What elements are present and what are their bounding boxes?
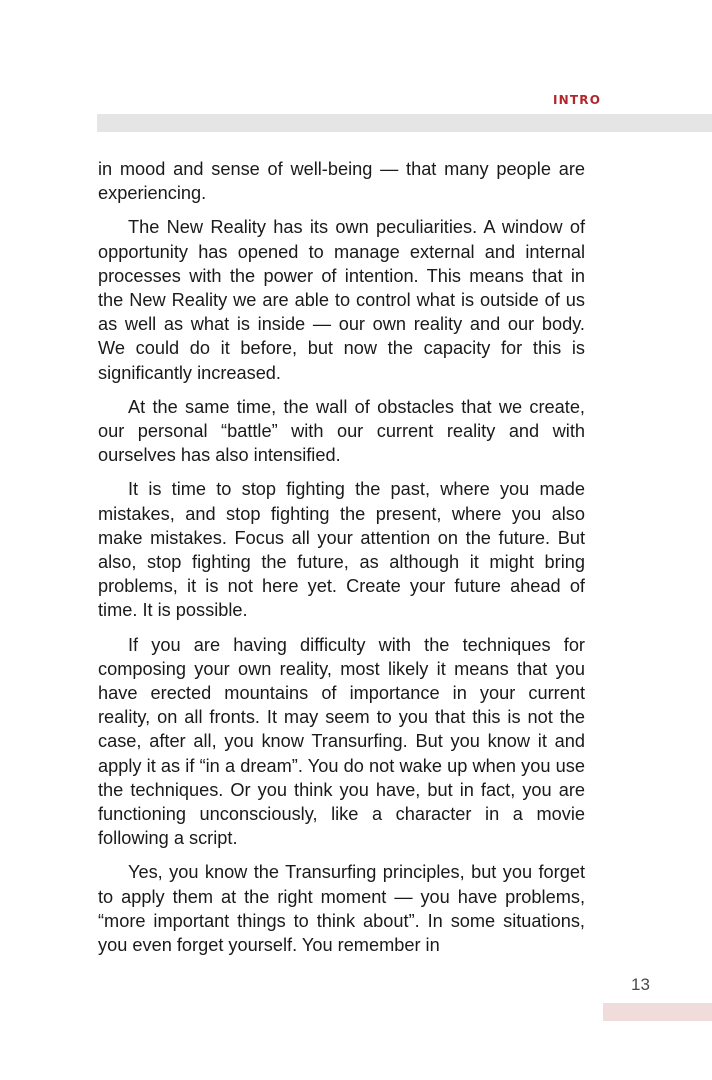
paragraph-6: Yes, you know the Transurfing principles, but you forget to apply them at the right moment — you have problems, “more important things to think about”. In some situations, you even forget yourself. You remember in [98, 862, 585, 956]
header-bar [97, 114, 712, 132]
paragraph-1: in mood and sense of well-being — that many people are experiencing. [98, 159, 585, 204]
paragraph-4: It is time to stop fighting the past, where you made mistakes, and stop fighting the present, where you also make mistakes. Focus all your attention on the future. But also, stop fighting the future, as although it might bring problems, it is not here yet. Create your future ahead of time. It is possible. [98, 479, 585, 621]
page-number: 13 [631, 975, 650, 994]
body-text [98, 157, 585, 967]
paragraph-2: The New Reality has its own peculiarities. A window of opportunity has opened to manage external and internal processes with the power of intention. This means that in the New Reality we are able to control what is outside of us as well as what is inside — our own reality and our body. We could do it before, but now the capacity for this is significantly increased. [98, 217, 585, 383]
paragraph-3: At the same time, the wall of obstacles that we create, our personal “battle” with our current reality and with ourselves has also intensified. [98, 396, 585, 466]
section-label: INTRO [553, 93, 602, 107]
paragraph-5: If you are having difficulty with the techniques for composing your own reality, most likely it means that you have erected mountains of importance in your current reality, on all fronts. It may seem to you that this is not the case, after all, you know Transurfing. But you know it and apply it as if “in a dream”. You do not wake up when you use the techniques. Or you think you have, but in fact, you are functioning unconsciously, like a character in a movie following a script. [98, 634, 585, 849]
footer-bar [603, 1003, 712, 1021]
